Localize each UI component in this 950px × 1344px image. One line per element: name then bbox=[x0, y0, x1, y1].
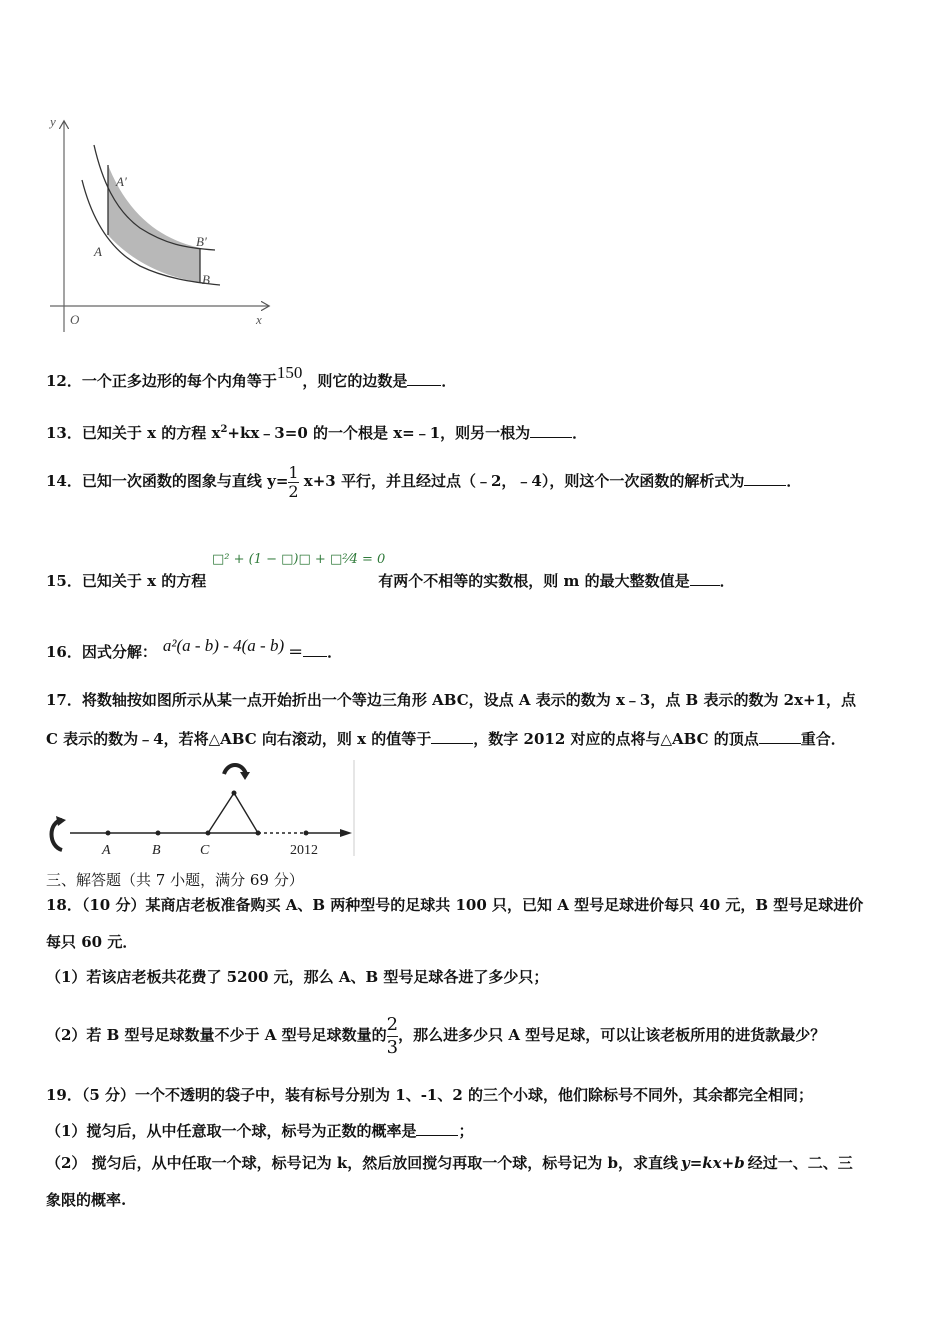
q12-number: 12． bbox=[46, 372, 82, 390]
label-2012: 2012 bbox=[290, 843, 318, 858]
label-b: B bbox=[152, 843, 161, 858]
q15-equation: □² + (1 − □)□ + □²⁄4 = 0 bbox=[212, 552, 386, 567]
q14-frac-den: 2 bbox=[288, 481, 299, 501]
q13-text-mid: +kx﹣3=0 的一个根是 x=﹣1，则另一根为 bbox=[227, 424, 531, 442]
q17-line2-b: ，数字 2012 对应的点将与△ABC 的顶点 bbox=[473, 730, 759, 748]
question-18-part2 bbox=[46, 1004, 825, 1066]
q19-answer-blank[interactable] bbox=[416, 1120, 458, 1136]
question-19-part1 bbox=[46, 1120, 473, 1141]
q16-expression: a²(a - b) - 4(a - b) bbox=[162, 636, 285, 655]
label-c: C bbox=[200, 843, 210, 858]
q13-answer-blank[interactable] bbox=[530, 422, 572, 438]
q14-end: ． bbox=[786, 472, 802, 490]
q13-superscript: 2 bbox=[220, 424, 228, 435]
q14-number: 14． bbox=[46, 472, 82, 490]
question-13 bbox=[46, 420, 587, 443]
question-17-line2 bbox=[46, 728, 846, 749]
q14-text-after: x+3 平行，并且经过点（﹣2，﹣4），则这个一次函数的解析式为 bbox=[298, 472, 745, 490]
q18-part2-before: （2）若 B 型号足球数量不少于 A 型号足球数量的 bbox=[46, 1026, 387, 1044]
question-18-line1 bbox=[46, 895, 863, 915]
q15-text-before: 已知关于 x 的方程 bbox=[81, 572, 207, 590]
q13-text-before: 已知关于 x 的方程 x bbox=[81, 424, 221, 442]
question-17-line1 bbox=[46, 690, 856, 710]
q19-part2-before: （2） 搅匀后，从中任取一个球，标号记为 k，然后放回搅匀再取一个球，标号记为 b，求直线 bbox=[46, 1154, 678, 1172]
q15-end: ． bbox=[719, 572, 735, 590]
label-a: A bbox=[94, 244, 102, 259]
triangle-abc bbox=[208, 793, 258, 833]
q19-number: 19． bbox=[46, 1086, 82, 1104]
q19-part2-after: 经过一、二、三 bbox=[747, 1154, 853, 1172]
q19-part1-before: （1）搅匀后，从中任意取一个球，标号为正数的概率是 bbox=[46, 1122, 417, 1140]
q17-line2-c: 重合． bbox=[800, 730, 846, 748]
q16-eq: ＝ bbox=[288, 643, 304, 661]
q14-frac-num: 1 bbox=[288, 462, 299, 482]
q18-number: 18． bbox=[46, 896, 82, 914]
x-axis-label: x bbox=[256, 312, 262, 327]
q14-fraction bbox=[288, 464, 298, 501]
q17-line1: 将数轴按如图所示从某一点开始折出一个等边三角形 ABC，设点 A 表示的数为 x﹣3，点 B 表示的数为 2x+1，点 bbox=[81, 691, 857, 709]
origin-label: O bbox=[70, 312, 80, 327]
question-19-line1 bbox=[46, 1085, 813, 1105]
point-a bbox=[106, 831, 111, 836]
q16-text-before: 因式分解： bbox=[81, 643, 157, 661]
q17-blank-vertex[interactable] bbox=[759, 728, 801, 744]
q15-answer-blank[interactable] bbox=[690, 570, 720, 586]
q12-text-after: ，则它的边数是 bbox=[302, 372, 408, 390]
q14-answer-blank[interactable] bbox=[744, 470, 786, 486]
q17-number: 17． bbox=[46, 691, 82, 709]
q19-part2-math: y=kx+b bbox=[681, 1154, 745, 1172]
label-b: B bbox=[202, 272, 210, 287]
question-15 bbox=[46, 570, 735, 591]
point-c bbox=[206, 831, 211, 836]
point-end bbox=[256, 831, 261, 836]
q18-fraction bbox=[387, 1014, 398, 1059]
q13-number: 13． bbox=[46, 424, 82, 442]
q12-end: ． bbox=[441, 372, 457, 390]
question-16 bbox=[46, 638, 342, 666]
q17-line2-a: C 表示的数为﹣4，若将△ABC 向右滚动，则 x 的值等于 bbox=[46, 730, 432, 748]
q12-text-before: 一个正多边形的每个内角等于 bbox=[81, 372, 277, 390]
q18-line1: （10 分）某商店老板准备购买 A、B 两种型号的足球共 100 只，已知 A 型号足球进价每只 40 元，B 型号足球进价 bbox=[81, 896, 864, 914]
q17-blank-x[interactable] bbox=[431, 728, 473, 744]
curl-arrow-left-icon bbox=[52, 820, 63, 850]
q18-frac-den: 3 bbox=[386, 1036, 399, 1058]
q19-part1-after: ； bbox=[458, 1122, 474, 1140]
q13-end: ． bbox=[572, 424, 588, 442]
section-3-title: 三、解答题（共 7 小题，满分 69 分） bbox=[46, 871, 304, 889]
q15-text-after: 有两个不相等的实数根，则 m 的最大整数值是 bbox=[378, 572, 690, 590]
question-18-line2: 每只 60 元． bbox=[46, 933, 138, 951]
q18-frac-num: 2 bbox=[386, 1013, 399, 1035]
point-2012 bbox=[304, 831, 309, 836]
question-19-last-line: 象限的概率. bbox=[46, 1191, 127, 1209]
question-18-part1: （1）若该店老板共花费了 5200 元，那么 A、B 型号足球各进了多少只； bbox=[46, 968, 549, 986]
q12-answer-blank[interactable] bbox=[407, 370, 441, 386]
label-b-prime: B′ bbox=[196, 234, 207, 249]
label-a: A bbox=[102, 843, 111, 858]
q16-answer-blank[interactable] bbox=[303, 641, 327, 657]
q16-number: 16． bbox=[46, 643, 82, 661]
question-14 bbox=[46, 458, 801, 504]
q19-line1: （5 分）一个不透明的袋子中，装有标号分别为 1、-1、2 的三个小球，他们除标号不同外，其余都完全相同； bbox=[81, 1086, 814, 1104]
point-b bbox=[156, 831, 161, 836]
question-19-part2 bbox=[46, 1153, 853, 1173]
axis-arrow-icon bbox=[340, 829, 352, 837]
q14-text-before: 已知一次函数的图象与直线 y= bbox=[81, 472, 289, 490]
q12-math: 150 bbox=[276, 363, 303, 382]
question-12 bbox=[46, 363, 457, 391]
point-top bbox=[232, 791, 237, 796]
y-axis-label: y bbox=[50, 114, 56, 129]
q16-end: ． bbox=[327, 643, 343, 661]
number-line-figure bbox=[40, 760, 360, 860]
q15-number: 15． bbox=[46, 572, 82, 590]
hyperbola-figure bbox=[40, 110, 280, 340]
label-a-prime: A′ bbox=[116, 174, 127, 189]
q18-part2-after: ，那么进多少只 A 型号足球，可以让该老板所用的进货款最少？ bbox=[398, 1026, 826, 1044]
